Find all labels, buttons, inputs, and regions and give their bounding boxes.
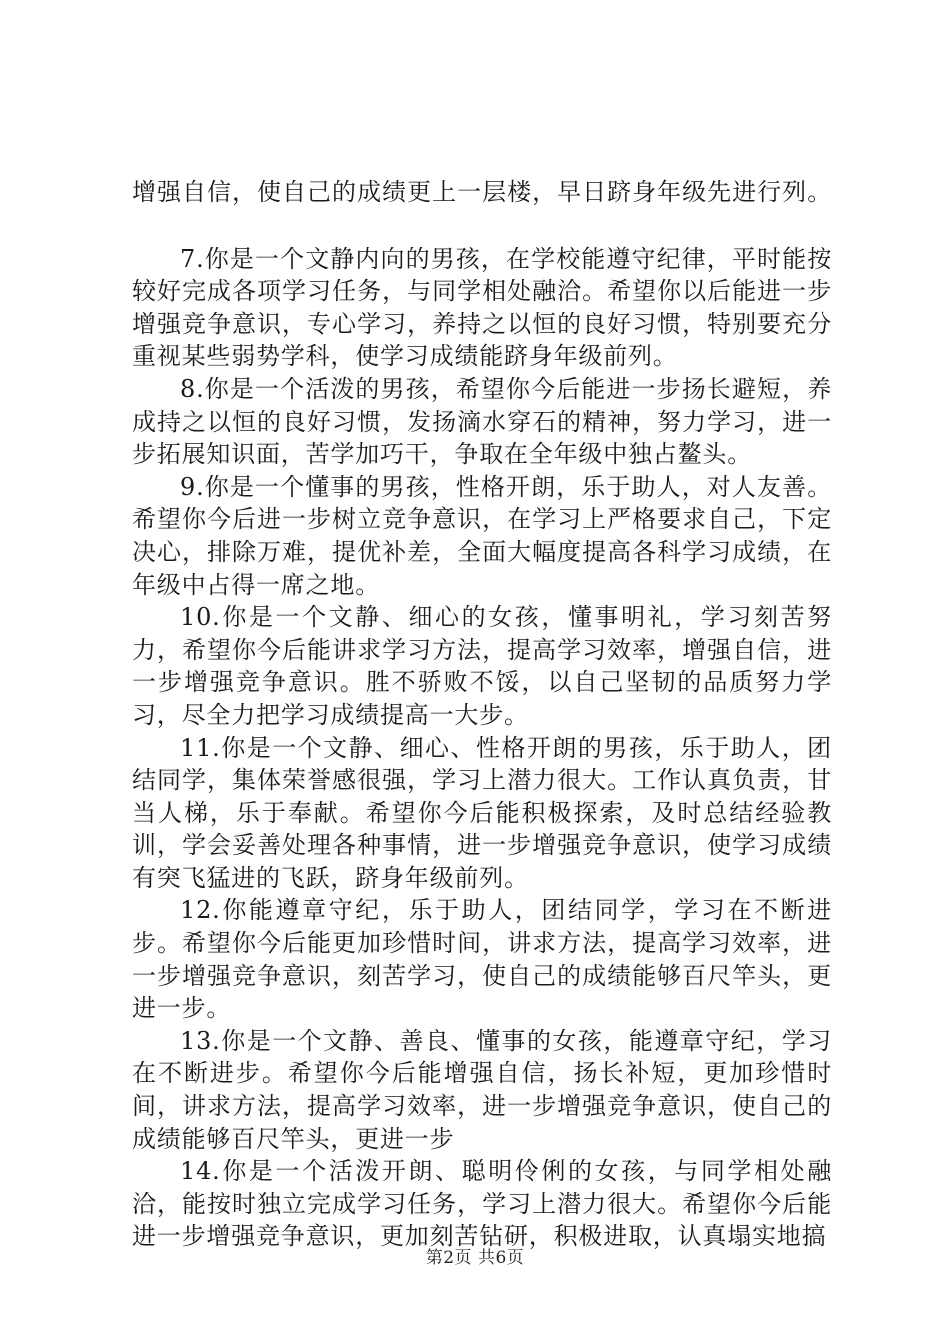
paragraph-13: 13.你是一个文静、善良、懂事的女孩，能遵章守纪，学习在不断进步。希望你今后能增强自信，扬长补短，更加珍惜时间，讲求方法，提高学习效率，进一步增强竞争意识，使自己的成绩能够百尺竿头，更进一步 xyxy=(132,1026,832,1153)
document-body xyxy=(132,176,832,1253)
page-number-footer: 第2页 共6页 xyxy=(425,1248,525,1268)
paragraph-8: 8.你是一个活泼的男孩，希望你今后能进一步扬长避短，养成持之以恒的良好习惯，发扬滴水穿石的精神，努力学习，进一步拓展知识面，苦学加巧干，争取在全年级中独占鳌头。 xyxy=(132,374,832,469)
paragraph-12: 12.你能遵章守纪，乐于助人，团结同学，学习在不断进步。希望你今后能更加珍惜时间，讲求方法，提高学习效率，进一步增强竞争意识，刻苦学习，使自己的成绩能够百尺竿头，更进一步。 xyxy=(132,896,832,1023)
paragraph-10: 10.你是一个文静、细心的女孩，懂事明礼，学习刻苦努力，希望你今后能讲求学习方法，提高学习效率，增强自信，进一步增强竞争意识。胜不骄败不馁，以自己坚韧的品质努力学习，尽全力把学习成绩提高一大步。 xyxy=(132,603,832,729)
paragraph-9: 9.你是一个懂事的男孩，性格开朗，乐于助人，对人友善。希望你今后进一步树立竞争意识，在学习上严格要求自己，下定决心，排除万难，提优补差，全面大幅度提高各科学习成绩，在年级中占得一席之地。 xyxy=(132,472,832,599)
paragraph-14: 14.你是一个活泼开朗、聪明伶俐的女孩，与同学相处融洽，能按时独立完成学习任务，学习上潜力很大。希望你今后能进一步增强竞争意识，更加刻苦钻研，积极进取，认真塌实地搞 xyxy=(132,1157,832,1251)
paragraph-7: 7.你是一个文静内向的男孩，在学校能遵守纪律，平时能按较好完成各项学习任务，与同学相处融洽。希望你以后能进一步增强竞争意识，专心学习，养持之以恒的良好习惯，特别要充分重视某些弱势学科，使学习成绩能跻身年级前列。 xyxy=(132,244,832,371)
lead-line: 增强自信，使自己的成绩更上一层楼，早日跻身年级先进行列。 xyxy=(132,178,832,206)
paragraph-11: 11.你是一个文静、细心、性格开朗的男孩，乐于助人，团结同学，集体荣誉感很强，学习上潜力很大。工作认真负责，甘当人梯，乐于奉献。希望你今后能积极探索，及时总结经验教训，学会妥善处理各种事情，进一步增强竞争意识，使学习成绩有突飞猛进的飞跃，跻身年级前列。 xyxy=(132,733,832,892)
